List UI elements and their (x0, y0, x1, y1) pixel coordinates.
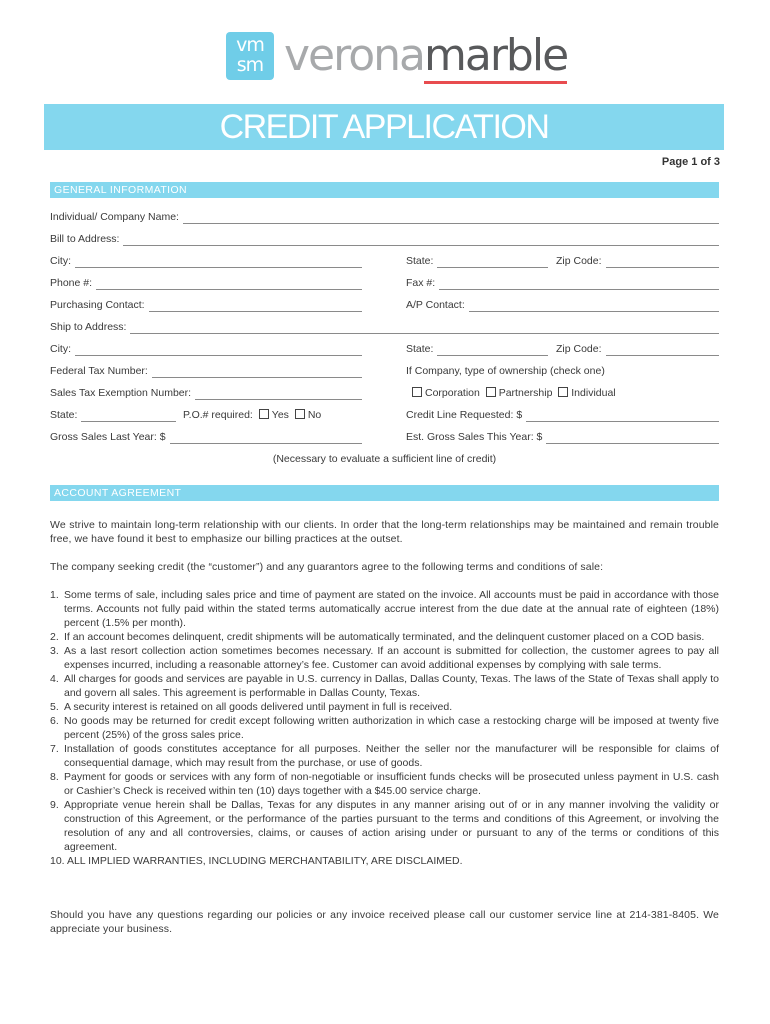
term-item (50, 700, 719, 714)
term-item (50, 672, 719, 700)
individual-label: Individual (571, 387, 616, 399)
ship-state-line[interactable] (437, 346, 548, 356)
state-line[interactable] (437, 258, 548, 268)
federal-tax-label: Federal Tax Number: (50, 365, 148, 377)
term-text: Installation of goods constitutes acceptance for all purposes. Neither the seller nor the manufacturer will be responsible for claims of consequential damage, which may result from the purchase, or use of goods. (64, 743, 719, 769)
zip-field[interactable] (556, 254, 719, 268)
gross-this-year-label: Est. Gross Sales This Year: $ (406, 431, 543, 443)
po-yes-checkbox[interactable] (259, 409, 269, 419)
gross-last-year-line[interactable] (170, 434, 362, 444)
term-number: 1. (50, 589, 59, 601)
phone-line[interactable] (96, 280, 362, 290)
ship-city-field[interactable] (50, 342, 362, 356)
term-item (50, 854, 719, 868)
credit-line-label: Credit Line Requested: $ (406, 409, 523, 421)
logo-mark-bottom: sm (236, 54, 264, 76)
company-name-field[interactable] (50, 210, 719, 224)
ship-city-label: City: (50, 343, 71, 355)
fax-line[interactable] (439, 280, 719, 290)
city-line[interactable] (75, 258, 362, 268)
logo-mark-top: vm (236, 34, 264, 56)
company-logo (226, 30, 568, 82)
purchasing-contact-line[interactable] (149, 302, 362, 312)
term-text: A security interest is retained on all goods delivered until payment in full is received. (64, 701, 453, 713)
zip-line[interactable] (606, 258, 719, 268)
term-item (50, 588, 719, 630)
term-number: 5. (50, 701, 59, 713)
term-item (50, 798, 719, 854)
document-title: CREDIT APPLICATION (44, 104, 724, 150)
gross-this-year-field[interactable] (406, 430, 719, 444)
ship-zip-line[interactable] (606, 346, 719, 356)
federal-tax-line[interactable] (152, 368, 362, 378)
general-info-heading: GENERAL INFORMATION (50, 182, 719, 198)
page-number: Page 1 of 3 (661, 156, 720, 168)
logo-word-dark: marble (424, 30, 567, 84)
credit-line-line[interactable] (526, 412, 719, 422)
agreement-closing: Should you have any questions regarding our policies or any invoice received please call our customer service line at 214-381-8405. We appreciate your business. (50, 909, 719, 935)
term-text: If an account becomes delinquent, credit shipments will be automatically terminated, and the delinquent customer placed on a COD basis. (64, 631, 705, 643)
individual-checkbox[interactable] (558, 387, 568, 397)
ap-contact-label: A/P Contact: (406, 299, 465, 311)
tax-state-field[interactable] (50, 408, 176, 422)
ship-state-label: State: (406, 343, 434, 355)
bill-to-label: Bill to Address: (50, 233, 120, 245)
term-item (50, 770, 719, 798)
ship-to-label: Ship to Address: (50, 321, 127, 333)
po-no-checkbox[interactable] (295, 409, 305, 419)
logo-mark (226, 32, 274, 80)
ap-contact-field[interactable] (406, 298, 719, 312)
state-label: State: (406, 255, 434, 267)
gross-last-year-label: Gross Sales Last Year: $ (50, 431, 166, 443)
po-required-label: P.O.# required: (183, 409, 253, 421)
bill-to-line[interactable] (123, 236, 719, 246)
agreement-intro-2: The company seeking credit (the “customer”) and any guarantors agree to the following terms and conditions of sale: (50, 561, 604, 573)
ship-state-field[interactable] (406, 342, 548, 356)
corporation-label: Corporation (425, 387, 480, 399)
ship-zip-label: Zip Code: (556, 343, 602, 355)
partnership-checkbox[interactable] (486, 387, 496, 397)
federal-tax-field[interactable] (50, 364, 362, 378)
company-name-label: Individual/ Company Name: (50, 211, 179, 223)
term-text: As a last resort collection action sometimes becomes necessary. If an account is submitted for collection, the customer agrees to pay all expenses incurred, including a reasonable attorney’s fee. Customer can avoid additional expenses by complying with sale terms. (64, 645, 719, 671)
city-field[interactable] (50, 254, 362, 268)
logo-word-light: verona (284, 30, 425, 81)
term-text: Payment for goods or services with any form of non-negotiable or insufficient funds checks will be prosecuted unless payment in U.S. cash or Cashier’s Check is received within ten (10) days together with a $45.00 service charge. (64, 771, 719, 797)
term-item (50, 630, 719, 644)
phone-label: Phone #: (50, 277, 93, 289)
account-agreement-heading: ACCOUNT AGREEMENT (50, 485, 719, 501)
ship-zip-field[interactable] (556, 342, 719, 356)
term-number: 10. (50, 855, 65, 867)
agreement-intro: We strive to maintain long-term relationship with our clients. In order that the long-term relationships may be maintained and remain trouble free, we have found it best to emphasize our billing practices at the outset. (50, 519, 719, 545)
ownership-options (412, 386, 616, 400)
credit-line-field[interactable] (406, 408, 719, 422)
zip-label: Zip Code: (556, 255, 602, 267)
fax-field[interactable] (406, 276, 719, 290)
purchasing-contact-field[interactable] (50, 298, 362, 312)
tax-state-line[interactable] (81, 412, 176, 422)
term-number: 2. (50, 631, 59, 643)
gross-this-year-line[interactable] (546, 434, 719, 444)
ship-city-line[interactable] (75, 346, 362, 356)
corporation-checkbox[interactable] (412, 387, 422, 397)
bill-to-field[interactable] (50, 232, 719, 246)
credit-note: (Necessary to evaluate a sufficient line of credit) (272, 453, 497, 465)
term-number: 3. (50, 645, 59, 657)
term-text: No goods may be returned for credit except following written authorization in which case a restocking charge will be imposed at twenty five percent (25%) of the gross sales price. (64, 715, 719, 741)
partnership-label: Partnership (498, 387, 553, 399)
state-field[interactable] (406, 254, 548, 268)
purchasing-contact-label: Purchasing Contact: (50, 299, 145, 311)
sales-tax-exemption-field[interactable] (50, 386, 362, 400)
logo-wordmark (284, 30, 567, 82)
term-number: 6. (50, 715, 59, 727)
term-item (50, 742, 719, 770)
po-yes-label: Yes (271, 409, 289, 421)
fax-label: Fax #: (406, 277, 436, 289)
term-text: Some terms of sale, including sales price and time of payment are stated on the invoice. All accounts must be paid in accordance with those terms. Accounts not fully paid within the stated terms automatically accrue interest from the due date at the annual rate of eighteen (18%) percent (1.5% per month). (64, 589, 719, 629)
city-label: City: (50, 255, 71, 267)
term-number: 8. (50, 771, 59, 783)
po-required-group (183, 408, 321, 422)
term-text: All charges for goods and services are payable in U.S. currency in Dallas, Dallas County, Texas. The laws of the State of Texas shall apply to and govern all sales. This agreement is performable in Dallas County, Texas. (64, 673, 719, 699)
ship-to-field[interactable] (50, 320, 719, 334)
company-name-line[interactable] (183, 214, 719, 224)
ownership-prompt: If Company, type of ownership (check one) (406, 365, 605, 377)
gross-last-year-field[interactable] (50, 430, 362, 444)
term-number: 4. (50, 673, 59, 685)
terms-list (50, 588, 719, 868)
ap-contact-line[interactable] (469, 302, 719, 312)
ship-to-line[interactable] (130, 324, 719, 334)
term-number: 7. (50, 743, 59, 755)
sales-tax-exemption-line[interactable] (195, 390, 362, 400)
term-item (50, 644, 719, 672)
phone-field[interactable] (50, 276, 362, 290)
term-item (50, 714, 719, 742)
term-text: Appropriate venue herein shall be Dallas, Texas for any disputes in any manner arising out of or in any manner involving the validity or construction of this Agreement, or the performance of the parties pursuant to the terms and conditions of this Agreement, or involving the resolution of any and all controversies, claims, or causes of action arising under or pursuant to any of the terms or conditions of this agreement. (64, 799, 719, 853)
term-text: ALL IMPLIED WARRANTIES, INCLUDING MERCHANTABILITY, ARE DISCLAIMED. (66, 855, 463, 867)
sales-tax-exemption-label: Sales Tax Exemption Number: (50, 387, 192, 399)
tax-state-label: State: (50, 409, 78, 421)
term-number: 9. (50, 799, 59, 811)
po-no-label: No (307, 409, 322, 421)
